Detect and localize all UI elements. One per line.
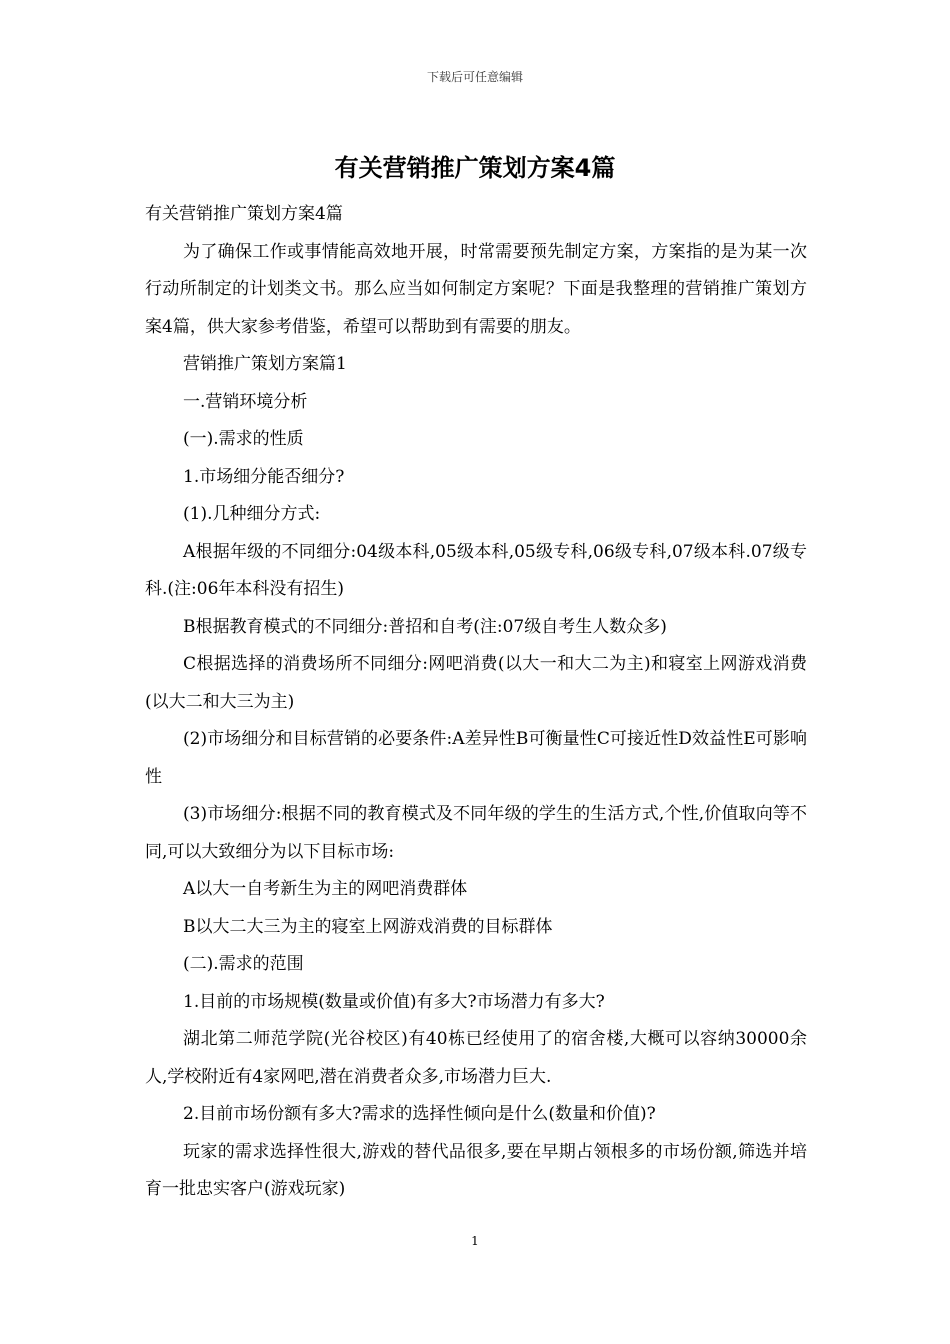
paragraph: 为了确保工作或事情能高效地开展，时常需要预先制定方案，方案指的是为某一次行动所制定的计划类文书。那么应当如何制定方案呢？下面是我整理的营销推广策划方案4篇，供大家参考借鉴，希望可以帮助到有需要的朋友。 [145, 241, 807, 337]
paragraph: 玩家的需求选择性很大,游戏的替代品很多,要在早期占领根多的市场份额,筛选并培育一批忠实客户(游戏玩家) [145, 1141, 807, 1199]
paragraph: A以大一自考新生为主的网吧消费群体 [183, 879, 468, 899]
paragraph: A根据年级的不同细分:04级本科,05级本科,05级专科,06级专科,07级本科.07级专科.(注:06年本科没有招生) [145, 541, 807, 599]
paragraph: (二).需求的范围 [183, 954, 304, 974]
paragraph: (1).几种细分方式: [183, 504, 321, 524]
paragraph: C根据选择的消费场所不同细分:网吧消费(以大一和大二为主)和寝室上网游戏消费(以大二和大三为主) [145, 654, 807, 712]
paragraph: 一.营销环境分析 [183, 391, 308, 412]
paragraph: B以大二大三为主的寝室上网游戏消费的目标群体 [183, 916, 553, 937]
document-body [145, 196, 807, 1209]
paragraph: (2)市场细分和目标营销的必要条件:A差异性B可衡量性C可接近性D效益性E可影响性 [145, 729, 807, 787]
paragraph: (一).需求的性质 [183, 429, 304, 449]
paragraph: 1.目前的市场规模(数量或价值)有多大?市场潜力有多大? [183, 991, 605, 1012]
document-title: 有关营销推广策划方案4篇 [334, 154, 616, 182]
page-number: 1 [471, 1234, 479, 1248]
page-header: 下载后可任意编辑 [426, 70, 523, 84]
paragraph: 营销推广策划方案篇1 [183, 354, 347, 374]
paragraph: 湖北第二师范学院(光谷校区)有40栋已经使用了的宿舍楼,大概可以容纳30000余人,学校附近有4家网吧,潜在消费者众多,市场潜力巨大. [145, 1029, 807, 1087]
paragraph: (3)市场细分:根据不同的教育模式及不同年级的学生的生活方式,个性,价值取向等不同,可以大致细分为以下目标市场: [145, 804, 807, 862]
paragraph: 1.市场细分能否细分? [183, 466, 345, 487]
paragraph: 有关营销推广策划方案4篇 [145, 204, 343, 224]
paragraph: B根据教育模式的不同细分:普招和自考(注:07级自考生人数众多) [183, 616, 667, 637]
paragraph: 2.目前市场份额有多大?需求的选择性倾向是什么(数量和价值)? [183, 1104, 656, 1124]
